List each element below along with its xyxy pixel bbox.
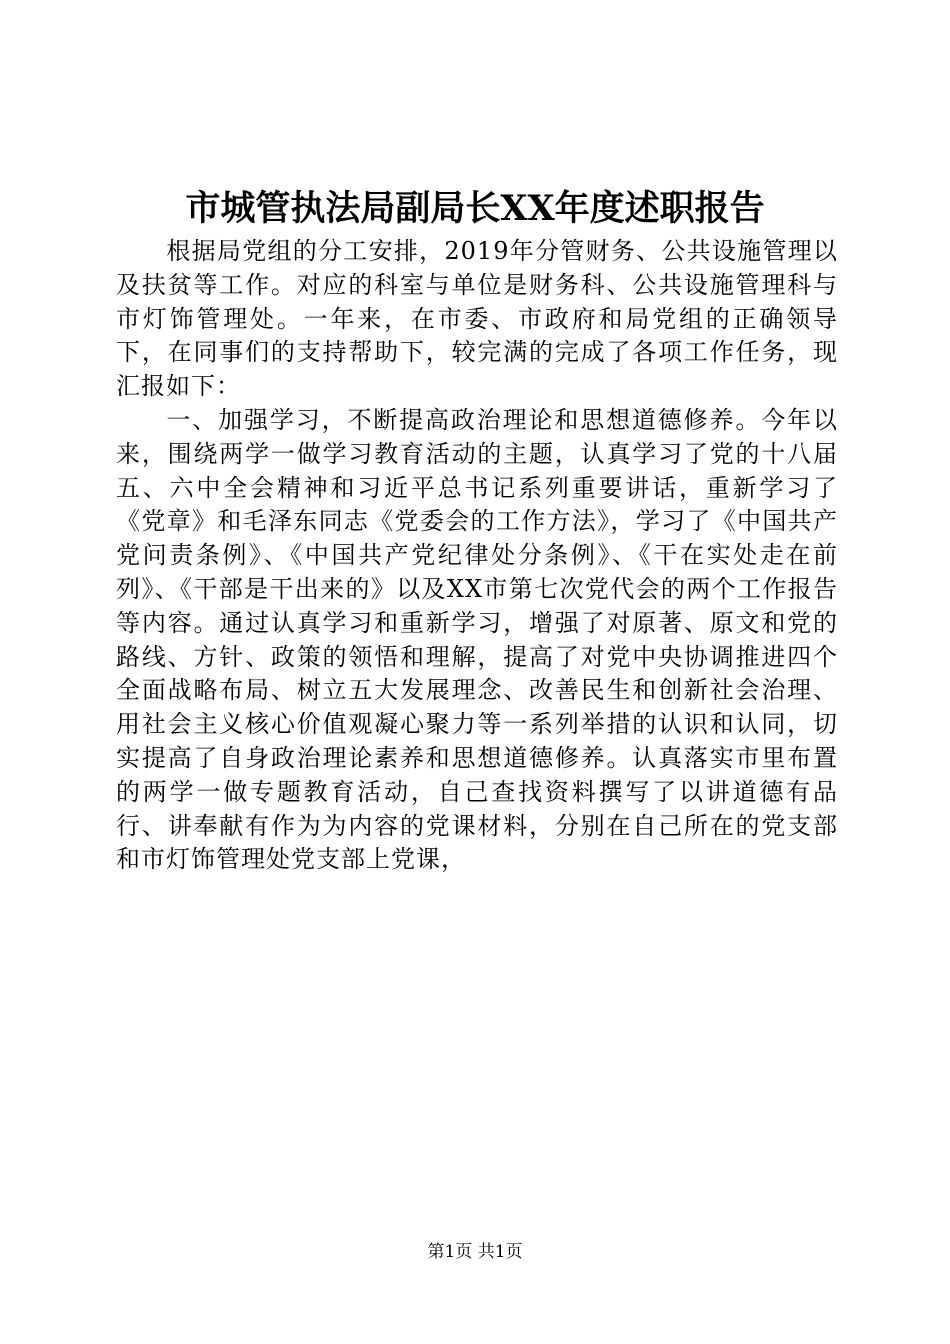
paragraph-intro: 根据局党组的分工安排，2019年分管财务、公共设施管理以及扶贫等工作。对应的科室与单位是财务科、公共设施管理科与市灯饰管理处。一年来，在市委、市政府和局党组的正确领导下，在同事们的支持帮助下，较完满的完成了各项工作任务，现汇报如下： bbox=[116, 237, 838, 401]
page-number: 第1页 共1页 bbox=[427, 1242, 523, 1262]
paragraph-section-1: 一、加强学习，不断提高政治理论和思想道德修养。今年以来，围绕两学一做学习教育活动的主题，认真学习了党的十八届五、六中全会精神和习近平总书记系列重要讲话，重新学习了《党章》和毛泽东同志《党委会的工作方法》，学习了《中国共产党问责条例》、《中国共产党纪律处分条例》、《干在实处走在前列》、《干部是干出来的》以及XX市第七次党代会的两个工作报告等内容。通过认真学习和重新学习，增强了对原著、原文和党的路线、方针、政策的领悟和理解，提高了对党中央协调推进四个全面战略布局、树立五大发展理念、改善民生和创新社会治理、用社会主义核心价值观凝心聚力等一系列举措的认识和认同，切实提高了自身政治理论素养和思想道德修养。认真落实市里布置的两学一做专题教育活动，自己查找资料撰写了以讲道德有品行、讲奉献有作为为内容的党课材料，分别在自己所在的党支部和市灯饰管理处党支部上党课， bbox=[116, 405, 838, 874]
document-title: 市城管执法局副局长XX年度述职报告 bbox=[185, 188, 765, 229]
document-body bbox=[116, 235, 838, 877]
